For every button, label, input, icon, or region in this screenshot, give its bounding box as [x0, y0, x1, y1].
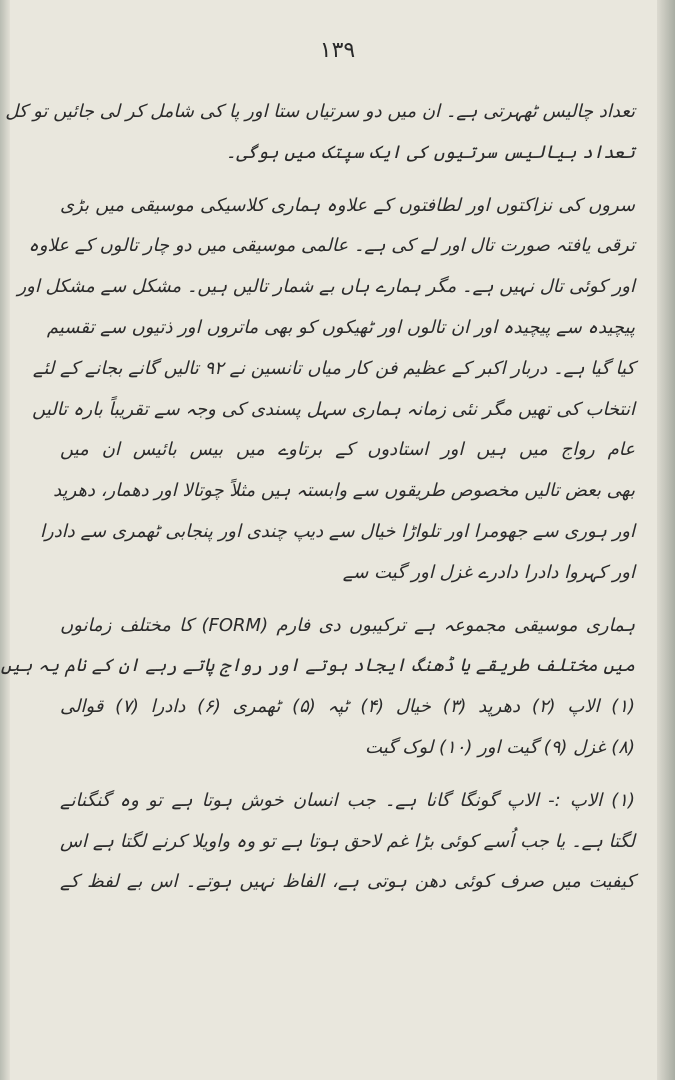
text-line: سروں کی نزاکتوں اور لطافتوں کے علاوہ ہماری کلاسیکی موسیقی میں بڑی — [60, 194, 635, 216]
text-line: بھی بعض تالیں مخصوص طریقوں سے وابستہ ہیں مثلاً چوتالا اور دھمار، دھرپد — [53, 480, 635, 502]
text-line: اور کہروا دادرا دادرے غزل اور گیت سے — [342, 561, 635, 583]
page-left-edge — [0, 0, 10, 1080]
text-line: کیفیت میں صرف کوئی دھن ہوتی ہے، الفاظ نہیں ہوتے۔ اس بے لفظ کے — [60, 871, 636, 893]
text-line: انتخاب کی تھیں مگر نئی زمانہ ہماری سہل پسندی کی وجہ سے تقریباً بارہ تالیں — [32, 398, 635, 420]
paragraph-gap — [60, 174, 635, 186]
page-body-text — [0, 92, 636, 903]
paragraph-gap — [60, 769, 635, 781]
text-line: ترقی یافتہ صورت تال اور لے کی ہے۔ عالمی موسیقی میں دو چار تالوں کے علاوہ — [28, 235, 635, 257]
page-number: ۱۳۹ — [319, 38, 356, 63]
text-line: ہماری موسیقی مجموعہ ہے ترکیبوں دی فارم (FORM) کا مختلف زمانوں — [60, 614, 636, 636]
paragraph-gap — [60, 594, 635, 606]
text-line: اور ہوری سے جھومرا اور تلواڑا خیال سے دیپ چندی اور پنجابی ٹھمری سے دادرا — [40, 520, 635, 542]
page-right-edge — [657, 0, 675, 1080]
text-line: (۸) غزل (۹) گیت اور (۱۰) لوک گیت — [365, 736, 635, 758]
text-line: تعداد بیالیس سرتیوں کی ایک سپتک میں ہوگی۔ — [225, 141, 635, 163]
text-line: تعداد چالیس ٹھہرتی ہے۔ ان میں دو سرتیاں ستا اور پا کی شامل کر لی جائیں تو کل — [5, 101, 635, 122]
text-line: عام رواج میں ہیں اور استادوں کے برتاوے میں بیس بائیس ان میں — [60, 439, 635, 461]
text-line: اور کوئی تال نہیں ہے۔ مگر ہمارے ہاں بے شمار تالیں ہیں۔ مشکل سے مشکل اور — [17, 276, 635, 298]
text-line: کیا گیا ہے۔ دربار اکبر کے عظیم فن کار میاں تانسین نے ۹۲ تالیں گانے بجانے کے لئے — [32, 357, 635, 379]
text-line: پیچیدہ سے پیچیدہ اور ان تالوں اور ٹھیکوں کو بھی ماتروں اور ذتیوں سے تقسیم — [46, 316, 635, 338]
text-line: لگتا ہے۔ یا جب اُسے کوئی بڑا غم لاحق ہوتا ہے تو وہ واویلا کرنے لگتا ہے اس — [60, 830, 635, 852]
text-line: (۱) الاپ (۲) دھرپد (۳) خیال (۴) ٹپہ (۵) ٹھمری (۶) دادرا (۷) قوالی — [60, 696, 636, 718]
text-line: (۱) الاپ :- الاپ گونگا گانا ہے۔ جب انسان خوش ہوتا ہے تو وہ گنگنانے — [60, 789, 635, 811]
text-line: میں مختلف طریقے یا ڈھنگ ایجاد ہوتے اور رواج پاتے رہے ان کے نام یہ ہیں — [0, 655, 635, 677]
